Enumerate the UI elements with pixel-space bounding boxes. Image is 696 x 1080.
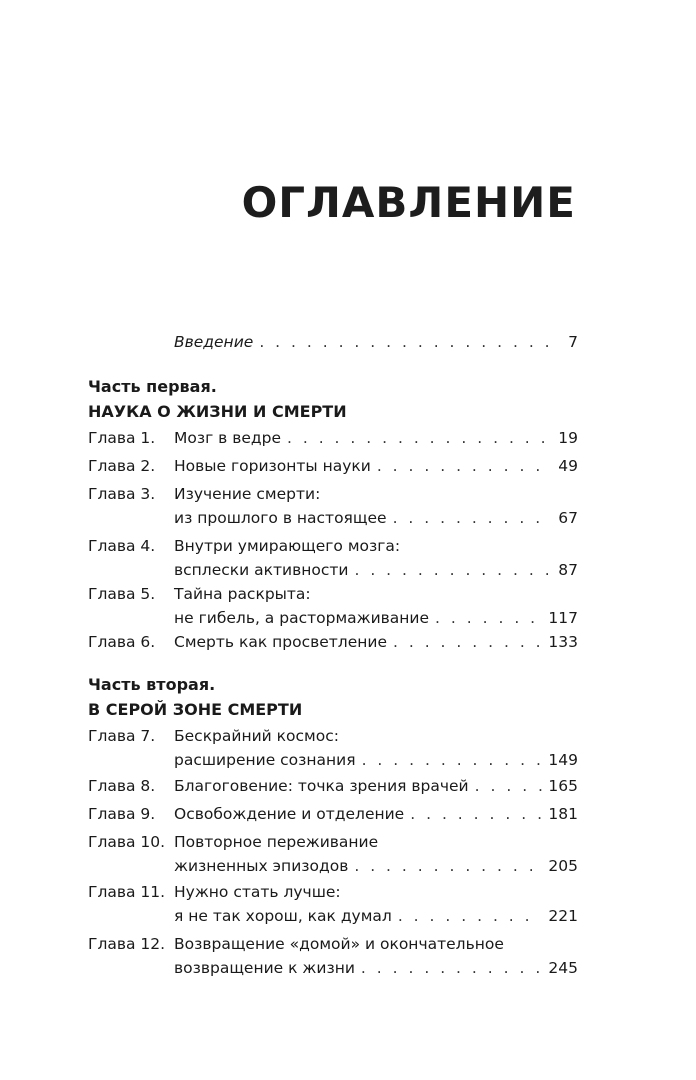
page-number: 67 — [558, 509, 578, 527]
dot-leader — [259, 330, 562, 354]
page-number: 221 — [548, 907, 578, 925]
chapter-label: Глава 2. — [88, 457, 156, 475]
dot-leader — [377, 454, 552, 478]
entry-title: Новые горизонты науки — [174, 457, 371, 475]
entry-title: Освобождение и отделение — [174, 805, 405, 823]
page-number: 149 — [548, 751, 578, 769]
entry-title-line: жизненных эпизодов — [174, 857, 349, 875]
dot-leader — [435, 606, 542, 630]
page-number: 87 — [558, 561, 578, 579]
entry-title-line: не гибель, а растормаживание — [174, 609, 430, 627]
dot-leader — [393, 630, 542, 654]
page-number: 133 — [548, 633, 578, 651]
entry-title: Мозг в ведре — [174, 429, 281, 447]
chapter-label: Глава 8. — [88, 777, 156, 795]
entry-title: Введение — [174, 333, 254, 351]
dot-leader — [410, 802, 542, 826]
chapter-label: Глава 3. — [88, 485, 156, 503]
page-number: 181 — [548, 805, 578, 823]
chapter-label: Глава 6. — [88, 633, 156, 651]
entry-title-line: я не так хорош, как думал — [174, 907, 392, 925]
dot-leader — [354, 558, 552, 582]
entry-title-line: Тайна раскрыта: — [174, 585, 311, 603]
page-number: 165 — [548, 777, 578, 795]
entry-title-line: Нужно стать лучше: — [174, 883, 341, 901]
part-heading: Часть первая. — [88, 377, 217, 396]
dot-leader — [362, 748, 543, 772]
chapter-label: Глава 4. — [88, 537, 156, 555]
entry-title-line: возвращение к жизни — [174, 959, 355, 977]
dot-leader — [475, 774, 543, 798]
entry-title: Смерть как просветление — [174, 633, 387, 651]
entry-title-line: Повторное переживание — [174, 833, 379, 851]
dot-leader — [398, 904, 543, 928]
entry-title-line: Возвращение «домой» и окончательное — [174, 935, 504, 953]
chapter-label: Глава 1. — [88, 429, 156, 447]
chapter-label: Глава 10. — [88, 833, 166, 851]
part-subtitle: НАУКА О ЖИЗНИ И СМЕРТИ — [88, 402, 347, 421]
entry-title-line: Бескрайний космос: — [174, 727, 339, 745]
page-number: 19 — [558, 429, 578, 447]
page-number: 205 — [548, 857, 578, 875]
dot-leader — [354, 854, 542, 878]
part-heading: Часть вторая. — [88, 675, 216, 694]
dot-leader — [287, 426, 552, 450]
chapter-label: Глава 7. — [88, 727, 156, 745]
page-number: 245 — [548, 959, 578, 977]
chapter-label: Глава 5. — [88, 585, 156, 603]
part-subtitle: В СЕРОЙ ЗОНЕ СМЕРТИ — [88, 700, 303, 719]
entry-title-line: расширение сознания — [174, 751, 356, 769]
page-number: 7 — [568, 333, 578, 351]
entry-title-line: из прошлого в настоящее — [174, 509, 387, 527]
page-number: 49 — [558, 457, 578, 475]
chapter-label: Глава 11. — [88, 883, 166, 901]
entry-title: Благоговение: точка зрения врачей — [174, 777, 469, 795]
dot-leader — [361, 956, 542, 980]
entry-title-line: всплески активности — [174, 561, 349, 579]
chapter-label: Глава 12. — [88, 935, 166, 953]
dot-leader — [393, 506, 553, 530]
entry-title-line: Внутри умирающего мозга: — [174, 537, 401, 555]
page-title: ОГЛАВЛЕНИЕ — [241, 178, 576, 227]
chapter-label: Глава 9. — [88, 805, 156, 823]
page-number: 117 — [548, 609, 578, 627]
entry-title-line: Изучение смерти: — [174, 485, 321, 503]
